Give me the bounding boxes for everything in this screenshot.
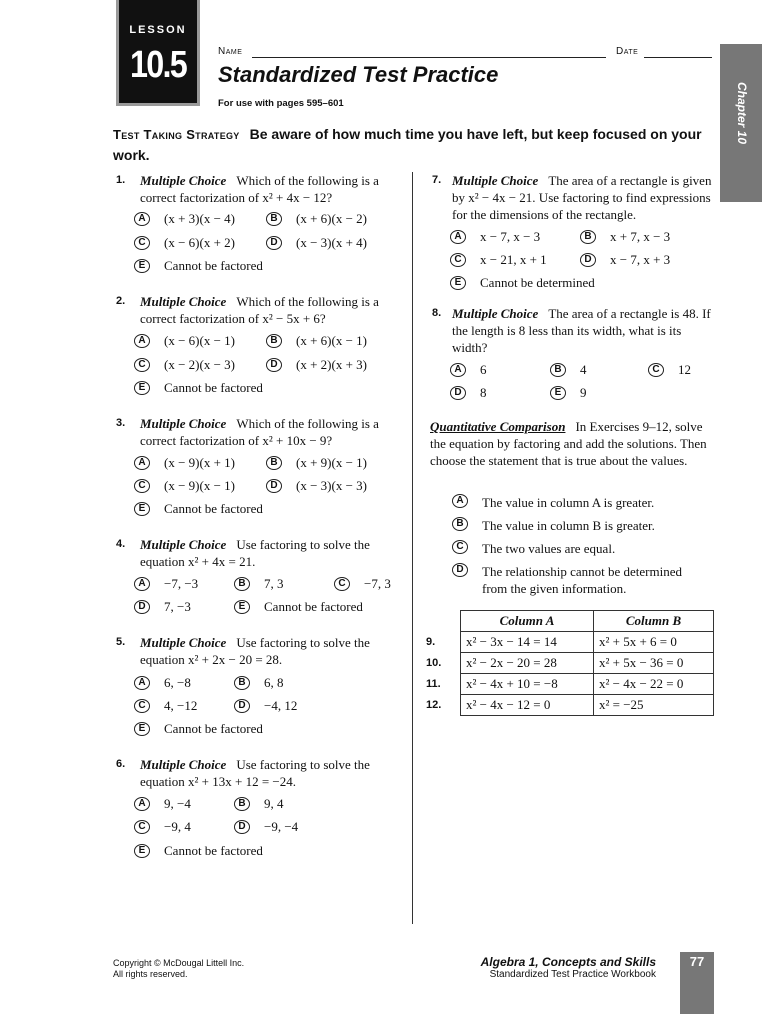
bubble-d[interactable]: D <box>266 479 282 493</box>
option-text: The value in column B is greater. <box>482 518 655 533</box>
date-field[interactable] <box>644 57 712 58</box>
bubble-c[interactable]: C <box>134 358 150 372</box>
q5-option-b[interactable] <box>234 675 284 691</box>
question-2 <box>116 293 404 327</box>
qc-option-a[interactable] <box>452 494 714 511</box>
chapter-tab <box>720 44 762 202</box>
option-text: Cannot be factored <box>264 599 363 614</box>
q7-option-a[interactable] <box>450 229 540 245</box>
q7-option-d[interactable] <box>580 252 670 268</box>
cell-a: x² − 4x − 12 = 0 <box>461 695 594 716</box>
bubble-e[interactable]: E <box>134 502 150 516</box>
strategy-label: Test Taking Strategy <box>113 127 240 142</box>
bubble-a[interactable]: A <box>450 363 466 377</box>
q3-option-d[interactable] <box>266 478 367 494</box>
cell-a: x² − 3x − 14 = 14 <box>461 632 594 653</box>
bubble-e[interactable]: E <box>134 259 150 273</box>
cell-a: x² − 4x + 10 = −8 <box>461 674 594 695</box>
copyright-line-1: Copyright © McDougal Littell Inc. <box>113 958 245 968</box>
option-text: (x − 6)(x + 2) <box>164 235 235 250</box>
qc-option-b[interactable] <box>452 517 714 534</box>
bubble-a[interactable]: A <box>134 797 150 811</box>
q3-option-e[interactable] <box>134 501 263 517</box>
q8-option-d[interactable] <box>450 385 487 401</box>
bubble-a[interactable]: A <box>134 212 150 226</box>
bubble-c[interactable]: C <box>134 820 150 834</box>
bubble-a[interactable]: A <box>134 334 150 348</box>
q6-option-a[interactable] <box>134 796 191 812</box>
bubble-b[interactable]: B <box>234 577 250 591</box>
question-type: Multiple Choice <box>140 294 227 309</box>
bubble-b[interactable]: B <box>266 212 282 226</box>
q8-option-c[interactable] <box>648 362 691 378</box>
q8-option-e[interactable] <box>550 385 587 401</box>
test-taking-strategy <box>113 124 713 165</box>
question-number: 4. <box>116 538 126 550</box>
bubble-c[interactable]: C <box>648 363 664 377</box>
q4-option-b[interactable] <box>234 576 284 592</box>
question-type: Multiple Choice <box>140 416 227 431</box>
option-text: 9, 4 <box>264 796 284 811</box>
row-number: 9. <box>426 636 436 648</box>
question-1 <box>116 172 404 206</box>
bubble-e[interactable]: E <box>550 386 566 400</box>
option-text: (x + 3)(x − 4) <box>164 211 235 226</box>
use-with-pages: For use with pages 595–601 <box>218 98 344 109</box>
bubble-c[interactable]: C <box>450 253 466 267</box>
bubble-a[interactable]: A <box>452 494 468 508</box>
bubble-c[interactable]: C <box>452 540 468 554</box>
question-5 <box>116 634 404 668</box>
q7-option-b[interactable] <box>580 229 670 245</box>
date-label: Date <box>616 46 639 57</box>
option-text: 4 <box>580 362 587 377</box>
question-6 <box>116 756 404 790</box>
option-text: (x + 2)(x + 3) <box>296 357 367 372</box>
question-type: Multiple Choice <box>140 635 227 650</box>
bubble-e[interactable]: E <box>234 600 250 614</box>
q7-option-c[interactable] <box>450 252 547 268</box>
q8-option-a[interactable] <box>450 362 487 378</box>
q6-option-b[interactable] <box>234 796 284 812</box>
question-text: Use factoring to solve the equation x² + 2x − 20 = 28. <box>140 635 370 667</box>
bubble-c[interactable]: C <box>134 699 150 713</box>
bubble-e[interactable]: E <box>134 381 150 395</box>
qc-option-c[interactable] <box>452 540 714 557</box>
comparison-table <box>460 610 714 716</box>
option-text: Cannot be factored <box>164 258 263 273</box>
bubble-b[interactable]: B <box>266 456 282 470</box>
page-title: Standardized Test Practice <box>218 62 499 87</box>
copyright-line-2: All rights reserved. <box>113 969 188 979</box>
table-row <box>461 632 714 653</box>
question-type: Multiple Choice <box>140 757 227 772</box>
question-type: Multiple Choice <box>140 173 227 188</box>
page-number: 77 <box>689 954 705 969</box>
option-text: x − 21, x + 1 <box>480 252 547 267</box>
question-text: Which of the following is a correct factorization of x² − 5x + 6? <box>140 294 379 326</box>
option-text: 9 <box>580 385 587 400</box>
option-text: (x + 6)(x − 2) <box>296 211 367 226</box>
bubble-d[interactable]: D <box>450 386 466 400</box>
option-text: 9, −4 <box>164 796 191 811</box>
table-header-row <box>461 611 714 632</box>
bubble-b[interactable]: B <box>234 676 250 690</box>
bubble-b[interactable]: B <box>452 517 468 531</box>
bubble-d[interactable]: D <box>234 699 250 713</box>
question-text: Which of the following is a correct factorization of x² + 10x − 9? <box>140 416 379 448</box>
option-text: −9, 4 <box>164 819 191 834</box>
bubble-d[interactable]: D <box>266 358 282 372</box>
q2-option-a[interactable] <box>134 333 235 349</box>
bubble-b[interactable]: B <box>550 363 566 377</box>
bubble-d[interactable]: D <box>452 563 468 577</box>
question-text: Which of the following is a correct factorization of x² + 4x − 12? <box>140 173 379 205</box>
option-text: −7, −3 <box>164 576 199 591</box>
row-number: 12. <box>426 699 442 711</box>
page-number-box <box>680 952 714 1014</box>
q3-option-c[interactable] <box>134 478 235 494</box>
option-text: (x − 9)(x − 1) <box>164 478 235 493</box>
bubble-a[interactable]: A <box>450 230 466 244</box>
q4-option-c[interactable] <box>334 576 391 592</box>
q2-option-c[interactable] <box>134 357 235 373</box>
option-text: (x − 3)(x + 4) <box>296 235 367 250</box>
bubble-d[interactable]: D <box>134 600 150 614</box>
q1-option-a[interactable] <box>134 211 235 227</box>
bubble-d[interactable]: D <box>580 253 596 267</box>
option-text: −7, 3 <box>364 576 391 591</box>
cell-b: x² + 5x + 6 = 0 <box>594 632 714 653</box>
question-type: Multiple Choice <box>452 173 539 188</box>
lesson-badge <box>116 0 200 106</box>
question-number: 1. <box>116 174 126 186</box>
qc-lead: Quantitative Comparison <box>430 419 566 434</box>
name-field[interactable] <box>252 57 606 58</box>
q8-option-b[interactable] <box>550 362 587 378</box>
row-number: 11. <box>426 678 441 690</box>
q5-option-c[interactable] <box>134 698 197 714</box>
bubble-b[interactable]: B <box>234 797 250 811</box>
option-text: −4, 12 <box>264 698 298 713</box>
q2-option-d[interactable] <box>266 357 367 373</box>
question-8 <box>432 305 714 356</box>
bubble-b[interactable]: B <box>266 334 282 348</box>
lesson-number: 10.5 <box>129 44 187 86</box>
option-text: (x − 6)(x − 1) <box>164 333 235 348</box>
option-text: 6, −8 <box>164 675 191 690</box>
q2-option-e[interactable] <box>134 380 263 396</box>
cell-b: x² = −25 <box>594 695 714 716</box>
question-text: The area of a rectangle is given by x² − 4x − 21. Use factoring to find expressions for the dimensions of the rectangle. <box>452 173 712 222</box>
bubble-e[interactable]: E <box>134 722 150 736</box>
q4-option-d[interactable] <box>134 599 191 615</box>
copyright-notice <box>113 958 244 980</box>
option-text: 7, 3 <box>264 576 284 591</box>
bubble-a[interactable]: A <box>134 456 150 470</box>
q6-option-c[interactable] <box>134 819 191 835</box>
option-text: 7, −3 <box>164 599 191 614</box>
bubble-b[interactable]: B <box>580 230 596 244</box>
bubble-a[interactable]: A <box>134 577 150 591</box>
question-number: 7. <box>432 174 442 186</box>
question-type: Multiple Choice <box>140 537 227 552</box>
strategy-text: Be aware of how much time you have left, but keep focused on your work. <box>113 126 702 163</box>
q7-option-e[interactable] <box>450 275 595 291</box>
option-text: 8 <box>480 385 487 400</box>
q1-option-c[interactable] <box>134 235 235 251</box>
option-text: x + 7, x − 3 <box>610 229 671 244</box>
quantitative-comparison-intro <box>430 418 715 469</box>
option-text: Cannot be determined <box>480 275 595 290</box>
lesson-word: LESSON <box>129 24 187 36</box>
question-7 <box>432 172 714 223</box>
option-text: x − 7, x + 3 <box>610 252 671 267</box>
bubble-c[interactable]: C <box>134 236 150 250</box>
option-text: Cannot be factored <box>164 380 263 395</box>
question-number: 8. <box>432 307 442 319</box>
option-text: Cannot be factored <box>164 843 263 858</box>
name-label: Name <box>218 46 243 57</box>
option-text: The two values are equal. <box>482 541 616 556</box>
q1-option-b[interactable] <box>266 211 367 227</box>
qc-text: In Exercises 9–12, solve the equation by factoring and add the solutions. Then choose the statement that is true about the values. <box>430 419 707 468</box>
table-row <box>461 653 714 674</box>
column-b-header: Column B <box>594 611 714 632</box>
question-type: Multiple Choice <box>452 306 539 321</box>
question-3 <box>116 415 404 449</box>
option-text: 6, 8 <box>264 675 284 690</box>
book-title: Algebra 1, Concepts and Skills <box>480 955 656 969</box>
row-number: 10. <box>426 657 442 669</box>
q5-option-d[interactable] <box>234 698 297 714</box>
option-text: The relationship cannot be determined from the given information. <box>482 564 682 596</box>
question-text: Use factoring to solve the equation x² + 13x + 12 = −24. <box>140 757 370 789</box>
table-row <box>461 674 714 695</box>
option-text: 12 <box>678 362 691 377</box>
q3-option-b[interactable] <box>266 455 367 471</box>
option-text: −9, −4 <box>264 819 299 834</box>
question-number: 2. <box>116 295 126 307</box>
column-divider <box>412 172 413 924</box>
option-text: Cannot be factored <box>164 721 263 736</box>
option-text: (x + 9)(x − 1) <box>296 455 367 470</box>
book-subtitle: Standardized Test Practice Workbook <box>489 969 656 980</box>
q1-option-d[interactable] <box>266 235 367 251</box>
q6-option-d[interactable] <box>234 819 298 835</box>
question-text: The area of a rectangle is 48. If the length is 8 less than its width, what is its width? <box>452 306 711 355</box>
option-text: 6 <box>480 362 487 377</box>
bubble-e[interactable]: E <box>134 844 150 858</box>
option-text: (x − 3)(x − 3) <box>296 478 367 493</box>
bubble-a[interactable]: A <box>134 676 150 690</box>
q5-option-e[interactable] <box>134 721 263 737</box>
question-text: Use factoring to solve the equation x² + 4x = 21. <box>140 537 370 569</box>
question-number: 5. <box>116 636 126 648</box>
option-text: 4, −12 <box>164 698 198 713</box>
column-a-header: Column A <box>461 611 594 632</box>
q4-option-e[interactable] <box>234 599 363 615</box>
question-number: 6. <box>116 758 126 770</box>
bubble-c[interactable]: C <box>134 479 150 493</box>
q1-option-e[interactable] <box>134 258 263 274</box>
q3-option-a[interactable] <box>134 455 235 471</box>
q6-option-e[interactable] <box>134 843 263 859</box>
option-text: (x + 6)(x − 1) <box>296 333 367 348</box>
bubble-d[interactable]: D <box>266 236 282 250</box>
bubble-c[interactable]: C <box>334 577 350 591</box>
option-text: Cannot be factored <box>164 501 263 516</box>
option-text: (x − 9)(x + 1) <box>164 455 235 470</box>
question-number: 3. <box>116 417 126 429</box>
cell-b: x² + 5x − 36 = 0 <box>594 653 714 674</box>
q4-option-a[interactable] <box>134 576 198 592</box>
qc-option-d[interactable] <box>452 563 714 597</box>
option-text: (x − 2)(x − 3) <box>164 357 235 372</box>
question-4 <box>116 536 404 570</box>
bubble-d[interactable]: D <box>234 820 250 834</box>
chapter-tab-label: Chapter 10 <box>735 81 749 145</box>
cell-b: x² − 4x − 22 = 0 <box>594 674 714 695</box>
option-text: x − 7, x − 3 <box>480 229 541 244</box>
q2-option-b[interactable] <box>266 333 367 349</box>
cell-a: x² − 2x − 20 = 28 <box>461 653 594 674</box>
option-text: The value in column A is greater. <box>482 495 655 510</box>
table-row <box>461 695 714 716</box>
q5-option-a[interactable] <box>134 675 191 691</box>
bubble-e[interactable]: E <box>450 276 466 290</box>
